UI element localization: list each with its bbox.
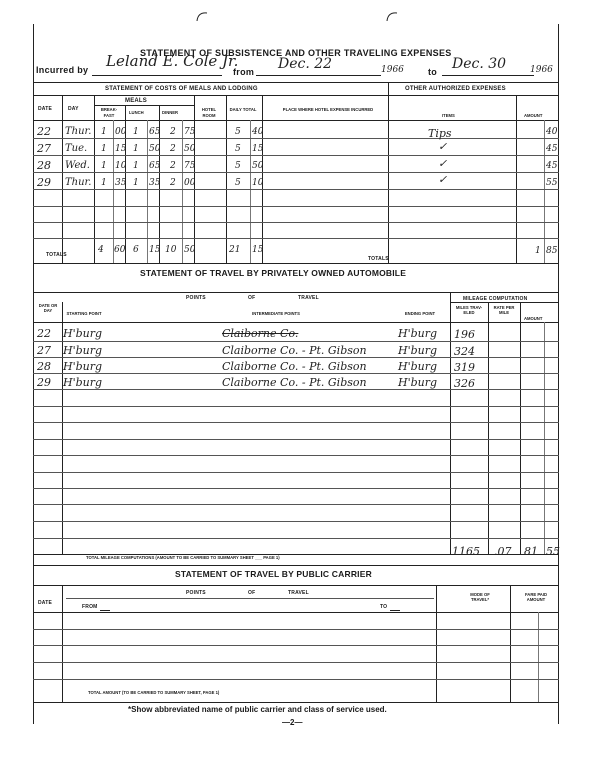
col-hotel: HOTEL ROOM — [201, 107, 217, 118]
footnote: *Show abbreviated name of public carrier and class of service used. — [128, 705, 387, 714]
carrier-col-mode: MODE OF TRAVEL* — [470, 592, 490, 602]
auto-col-date: DATE OR DAY — [38, 303, 58, 313]
col-lunch: LUNCH — [129, 110, 144, 115]
col-daily-total: DAILY TOTAL — [229, 107, 257, 112]
auto-col-end: ENDING POINT — [404, 311, 436, 316]
auto-col-intermediate: INTERMEDIATE POINTS — [252, 311, 300, 316]
col-amount: AMOUNT — [524, 113, 543, 118]
carrier-col-fare: FARE PAID AMOUNT — [524, 592, 548, 602]
left-border — [33, 24, 34, 724]
page-number: —2— — [282, 718, 303, 727]
punch-mark-right-icon — [385, 10, 399, 22]
meals-section-title: STATEMENT OF COSTS OF MEALS AND LODGING — [105, 86, 258, 92]
mileage-computation-title: MILEAGE COMPUTATION — [463, 296, 528, 302]
from-year: 1966 — [381, 65, 404, 75]
col-breakfast: BREAK-FAST — [100, 107, 118, 118]
total-amount-dollars: 81 — [524, 545, 538, 558]
auto-col-miles: MILES TRAV-ELED — [455, 305, 483, 315]
carrier-total-label: TOTAL AMOUNT (TO BE CARRIED TO SUMMARY SHEET, PAGE 1) — [88, 690, 220, 695]
incurred-by-label: Incurred by — [36, 65, 89, 75]
punch-mark-left-icon — [195, 10, 209, 22]
col-place: PLACE WHERE HOTEL EXPENSE INCURRED — [282, 107, 374, 112]
col-day: DAY — [68, 106, 79, 112]
mileage-total-label: TOTAL MILEAGE COMPUTATIONS (AMOUNT TO BE CARRIED TO SUMMARY SHEET ___ PAGE 1) — [86, 555, 280, 560]
auto-col-rate: RATE PER MILE — [493, 305, 515, 315]
form-title: STATEMENT OF SUBSISTENCE AND OTHER TRAVELING EXPENSES — [140, 48, 452, 58]
col-meals: MEALS — [125, 98, 147, 104]
other-totals-label: TOTALS — [368, 256, 389, 262]
meals-totals-label: TOTALS — [46, 252, 67, 258]
expense-form-page: STATEMENT OF SUBSISTENCE AND OTHER TRAVELING EXPENSES Incurred by Leland E. Cole Jr. from Dec. 22 1966 to Dec. 30 1966 STATEMENT OF COSTS OF MEALS AND LODGING OTHER AUTHORIZED EXPENSES DATE DAY MEALS BREAK-FAST LUNCH DINNER HOTEL ROOM DAILY TOTAL PLACE WHERE HOTEL EXPENSE INCURRED ITEMS AMOUNT 22 Thur. 1 00 1 65 2 75 5 40 Tips 40 27 Tue. 1 15 1 50 2 50 5 15 ✓ 45 28 Wed. 1 10 1 65 2 75 5 50 ✓ 45 29 Thur. 1 35 1 35 2 00 5 10 ✓ 55 TOTALS 4 60 6 15 10 50 21 15 TOTALS 1 85 STATEMENT OF TRAVEL BY PRIVATELY OWNED AUTOMOBILE POINTS OF TRAVEL MILEAGE COMPUTATION DATE OR DAY STARTING POINT INTERMEDIATE POINTS ENDING POINT MILES TRAV-ELED RATE PER MILE AMOUNT 22 H'burg Claiborne Co. H'burg 196 27 H'burg Claiborne Co. - Pt. Gibson H'burg 324 28 H'burg Claiborne Co. - Pt. Gibson H'burg 319 29 H'burg Claiborne Co. - Pt. Gibson H'burg 326 TOTAL MILEAGE COMPUTATIONS (AMOUNT TO BE CARRIED TO SUMMARY SHEET ___ PAGE 1) 1165 .07 81 55 STATEMENT OF TRAVEL BY PUBLIC CARRIER DATE POINTS OF TRAVEL FROM TO MODE OF TRAVEL* FARE PAID AMOUNT TOTAL AMOUNT (TO BE CARRIED TO SUMMARY SHEET, PAGE 1) *Show abbreviated name of public carrier and class of service used. —2— — [0, 0, 592, 768]
incurred-by-value: Leland E. Cole Jr. — [106, 52, 239, 70]
from-label: from — [233, 67, 255, 77]
auto-col-amount: AMOUNT — [524, 316, 543, 321]
col-dinner: DINNER — [162, 110, 179, 115]
auto-col-start: STARTING POINT — [66, 311, 102, 316]
from-date-value: Dec. 22 — [278, 56, 333, 72]
col-items: ITEMS — [442, 113, 455, 118]
right-border — [558, 24, 559, 724]
col-date: DATE — [38, 106, 53, 112]
total-amount-cents: 55 — [546, 545, 560, 558]
total-miles: 1165 — [452, 545, 480, 558]
carrier-section-title: STATEMENT OF TRAVEL BY PUBLIC CARRIER — [175, 569, 372, 579]
to-label: to — [428, 67, 438, 77]
other-expenses-title: OTHER AUTHORIZED EXPENSES — [405, 86, 506, 92]
to-year: 1966 — [530, 65, 553, 75]
total-rate: .07 — [494, 545, 512, 558]
to-date-value: Dec. 30 — [452, 56, 507, 72]
auto-section-title: STATEMENT OF TRAVEL BY PRIVATELY OWNED AUTOMOBILE — [140, 268, 407, 278]
